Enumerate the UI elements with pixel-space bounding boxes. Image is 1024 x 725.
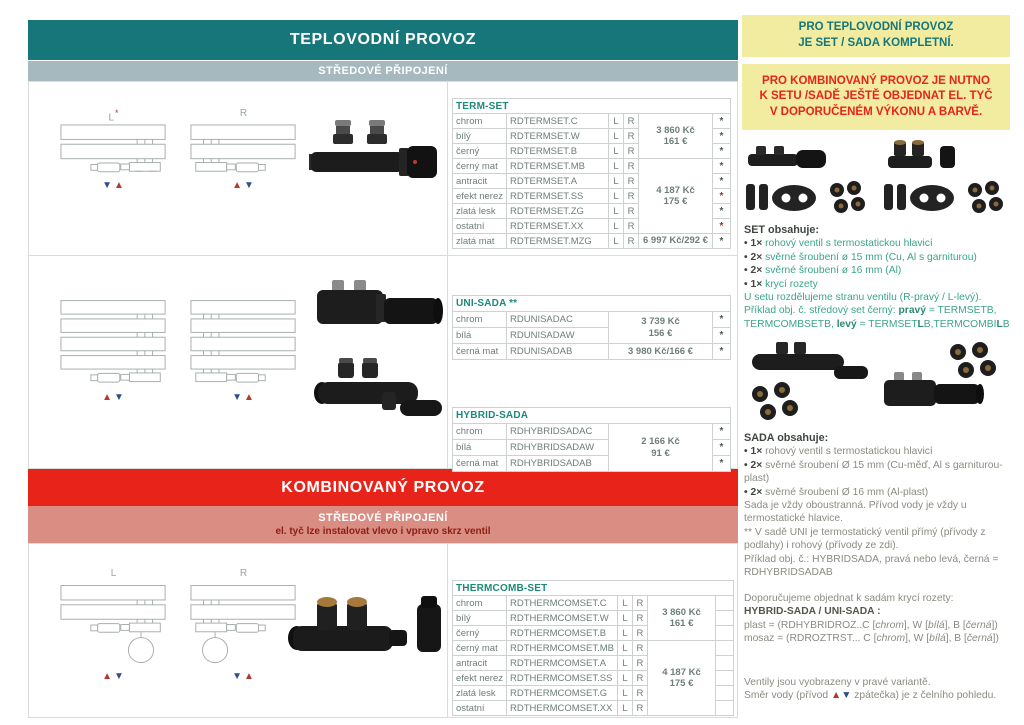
finish-cell: bílý [453,611,507,626]
code-cell: RDUNISADAC [507,312,609,328]
section-header-teplovodni [28,20,738,60]
l-cell: L [617,656,632,671]
set-example: Příklad obj. č. středový set černý: pravý = TERMSETB, TERMCOMBSETB, levý = TERMSETLB,TERMCOMBILB [744,305,1010,330]
code-cell: RDTERMSET.XX [507,219,609,234]
star-cell [713,129,731,144]
price-cell: 2 166 Kč 91 € [609,424,713,472]
finish-cell: černá mat [453,344,507,360]
return-down-icon: ▼ [232,671,244,682]
flow-direction [102,393,126,403]
note-line: K SETU /SADĚ JEŠTĚ OBJEDNAT EL. TYČ [759,90,993,103]
l-cell: L [617,641,632,656]
term-set-table [452,98,731,249]
finish-cell: zlatá lesk [453,204,507,219]
code-cell: RDTERMSET.MB [507,159,609,174]
price-cell: 3 860 Kč 161 € [639,114,713,159]
thermcomb-diagram-area [29,544,448,717]
sada-note: Sada je vždy oboustranná. Přívod vody je vždy u termostatické hlavice. [744,500,967,525]
table-title: THERMCOMB-SET [453,581,734,596]
bullet-icon: • [744,446,748,458]
finish-cell: ostatní [453,219,507,234]
finish-cell: chrom [453,424,507,440]
list-item: • 2× svěrné šroubení ø 15 mm (Cu, Al s garniturou) [744,251,977,263]
subheader-label: STŘEDOVÉ PŘIPOJENÍ [318,65,448,77]
star-cell [713,174,731,189]
flow-direction [102,181,126,191]
code-cell: RDUNISADAW [507,328,609,344]
finish-cell: černý [453,144,507,159]
code-cell: RDTERMSET.A [507,174,609,189]
radiator-lineart [60,123,168,178]
flow-up-icon: ▲ [114,180,126,191]
availability-star-icon: * [719,160,724,172]
r-cell: R [632,686,647,701]
flow-direction [232,181,256,191]
price-cell: 6 997 Kč/292 € [639,234,713,249]
note-line: PRO TEPLOVODNÍ PROVOZ [798,21,954,34]
table-row [453,596,734,611]
finish-cell: černý [453,626,507,641]
r-cell: R [624,144,639,159]
sada-contents-heading: SADA obsahuje: [744,432,829,444]
price-cell: 4 187 Kč 175 € [639,159,713,234]
list-item: • 2× svěrné šroubení Ø 15 mm (Cu-měď, Al s garniturou-plast) [744,459,1003,485]
thermcomb-table-area [448,544,737,717]
code-cell: RDTERMSET.B [507,144,609,159]
section-header-kombinovany [28,469,738,506]
r-cell: R [624,114,639,129]
table-row [453,344,731,360]
l-cell: L [609,174,624,189]
code-cell: RDTHERMCOMSET.B [507,626,618,641]
r-cell: R [632,611,647,626]
return-down-icon: ▼ [114,392,126,403]
star-cell [713,189,731,204]
table-row [453,641,734,656]
flow-up-icon: ▲ [244,671,256,682]
table-row [453,114,731,129]
finish-cell: zlatá lesk [453,686,507,701]
star-cell [713,219,731,234]
code-cell: RDTHERMCOMSET.C [507,596,618,611]
section-uni-hybrid [28,255,738,469]
code-cell: RDTHERMCOMSET.SS [507,671,618,686]
recommend-intro: Doporučujeme objednat k sadám krycí rozety: [744,593,954,604]
availability-star-icon: * [719,175,724,187]
section-title: TEPLOVODNÍ PROVOZ [289,31,477,48]
star-cell [713,234,731,249]
diagram-label-left: L [110,568,118,579]
availability-star-icon: * [719,458,724,469]
star-cell [715,656,733,671]
term-diagram-area [29,82,448,255]
thermcomb-valve-photo [281,586,447,682]
star-cell [715,641,733,656]
code-cell: RDHYBRIDSADAW [507,440,609,456]
star-cell [715,611,733,626]
finish-cell: bílá [453,440,507,456]
availability-star-icon: * [719,190,724,202]
finish-cell: černá mat [453,456,507,472]
list-item: • 2× svěrné šroubení ø 16 mm (Al) [744,265,902,277]
term-table-area [448,82,737,255]
note-teplovodni [742,15,1010,57]
availability-star-icon: * [719,220,724,232]
star-cell [715,701,733,716]
subheader-kombinovany [28,506,738,543]
finish-cell: ostatní [453,701,507,716]
l-cell: L [609,159,624,174]
diagram-label-right: R [239,568,249,579]
flow-direction [232,393,256,403]
table-title-row [453,99,731,114]
l-cell: L [617,671,632,686]
note-line: PRO KOMBINOVANÝ PROVOZ JE NUTNO [762,74,990,87]
set-contents-block [744,224,1010,331]
code-cell: RDHYBRIDSADAB [507,456,609,472]
code-cell: RDTERMSET.ZG [507,204,609,219]
availability-star-icon: * [719,314,724,325]
code-cell: RDTHERMCOMSET.A [507,656,618,671]
r-cell: R [632,656,647,671]
star-cell [713,456,731,472]
radiator-lineart [60,298,168,390]
star-cell [715,686,733,701]
code-cell: RDTHERMCOMSET.XX [507,701,618,716]
r-cell: R [632,671,647,686]
bullet-icon: • [744,459,748,471]
table-title-row [453,296,731,312]
code-cell: RDTHERMCOMSET.MB [507,641,618,656]
l-cell: L [609,144,624,159]
uni-diagram-area [29,256,448,468]
recommend-heading: HYBRID-SADA / UNI-SADA : [744,606,881,618]
finish-cell: efekt nerez [453,671,507,686]
code-cell: RDTERMSET.SS [507,189,609,204]
flow-direction [102,672,126,682]
l-cell: L [609,114,624,129]
note-kombinovany [742,64,1010,130]
diagram-label-right: R [239,108,249,119]
code-cell: RDTERMSET.MZG [507,234,609,249]
bullet-icon: • [744,251,748,263]
finish-cell: efekt nerez [453,189,507,204]
radiator-diagram-right [189,298,299,403]
subheader-label: STŘEDOVÉ PŘIPOJENÍ [318,511,448,524]
code-cell: RDUNISADAB [507,344,609,360]
radiator-lineart [60,583,168,669]
r-cell: R [624,189,639,204]
star-cell [713,312,731,328]
bullet-icon: • [744,278,748,290]
uni-table-area [448,256,737,468]
r-cell: R [624,174,639,189]
l-cell: L [617,611,632,626]
star-cell [715,596,733,611]
r-cell: R [632,641,647,656]
code-cell: RDTHERMCOMSET.W [507,611,618,626]
l-cell: L [617,701,632,716]
section-term-set [28,81,738,256]
star-cell [715,671,733,686]
star-cell [713,204,731,219]
sada-kit-photo [880,138,1010,222]
code-cell: RDTERMSET.C [507,114,609,129]
table-title: UNI-SADA ** [453,296,731,312]
set-contents-heading: SET obsahuje: [744,224,819,236]
availability-star-icon: * [719,205,724,217]
star-cell [713,114,731,129]
l-cell: L [609,129,624,144]
table-title-row [453,581,734,596]
subheader-stredove-pripojeni [28,61,738,81]
availability-star-icon: * [719,145,724,157]
hybrid-valve-photo [312,352,446,456]
uni-sada-table [452,295,731,360]
bullet-icon: • [744,265,748,277]
note-line: JE SET / SADA KOMPLETNÍ. [798,37,954,49]
return-down-icon: ▼ [244,180,256,191]
r-cell: R [624,219,639,234]
l-cell: L [617,626,632,641]
footer-line: Směr vody (přívod ▲▼ zpátečka) je z čelního pohledu. [744,690,997,702]
availability-star-icon: * [719,115,724,127]
finish-cell: černý mat [453,159,507,174]
l-cell: L [617,596,632,611]
price-cell: 3 860 Kč 161 € [647,596,715,641]
radiator-diagram-left [59,108,169,191]
recommend-mosaz: mosaz = (RDROZTRST... C [chrom], W [bílá], B [černá]) [744,633,999,645]
table-title: TERM-SET [453,99,731,114]
hybrid-sada-table [452,407,731,472]
table-row [453,234,731,249]
note-line: V DOPORUČENÉM VÝKONU A BARVĚ. [769,105,983,118]
finish-cell: černý mat [453,641,507,656]
asterisk-mark: * [115,108,120,118]
term-set-valve-photo [309,104,441,232]
radiator-diagram-left [59,568,169,682]
star-cell [713,440,731,456]
r-cell: R [632,701,647,716]
r-cell: R [632,596,647,611]
finish-cell: antracit [453,656,507,671]
code-cell: RDTHERMCOMSET.G [507,686,618,701]
list-item: • 1× krycí rozety [744,278,818,290]
star-cell [713,328,731,344]
l-cell: L [609,204,624,219]
l-cell: L [609,189,624,204]
l-cell: L [609,219,624,234]
return-down-icon: ▼ [841,690,852,702]
finish-cell: chrom [453,596,507,611]
thermcomb-set-table [452,580,734,716]
l-cell: L [617,686,632,701]
r-cell: R [624,204,639,219]
code-cell: RDTERMSET.W [507,129,609,144]
code-cell: RDHYBRIDSADAC [507,424,609,440]
r-cell: R [624,159,639,174]
sada-note: Příklad obj. č.: HYBRIDSADA, pravá nebo levá, černá = RDHYBRIDSADAB [744,553,999,579]
flow-up-icon: ▲ [102,392,114,403]
list-item: • 1× rohový ventil s termostatickou hlavicí [744,446,933,458]
list-item: • 2× svěrné šroubení Ø 16 mm (Al-plast) [744,486,929,498]
star-cell [713,424,731,440]
recommend-plast: plast = (RDHYBRIDROZ..C [chrom], W [bílá], B [černá]) [744,619,998,631]
bullet-icon: • [744,238,748,250]
r-cell: R [632,626,647,641]
finish-cell: zlatá mat [453,234,507,249]
radiator-lineart [190,298,298,390]
set-kit-photo [742,138,872,222]
availability-star-icon: * [719,426,724,437]
section-thermcomb [28,543,738,718]
table-title: HYBRID-SADA [453,408,731,424]
left-block [28,20,738,718]
uni-valve-photo [312,268,446,348]
star-cell [713,159,731,174]
footer-note [744,676,1010,703]
table-row [453,312,731,328]
price-cell: 3 980 Kč/166 € [609,344,713,360]
hybrid-sada-photo [742,338,874,430]
right-panel [742,0,1012,725]
flow-up-icon: ▲ [244,392,256,403]
flow-up-icon: ▲ [232,180,244,191]
star-cell [713,144,731,159]
table-row [453,159,731,174]
table-row [453,424,731,440]
set-note: U setu rozdělujeme stranu ventilu (R-pravý / L-levý). [744,292,982,304]
recommend-block [744,592,1010,646]
availability-star-icon: * [719,330,724,341]
set-photos-row [742,138,1010,222]
footer-line: Ventily jsou vyobrazeny v pravé variantě. [744,677,931,688]
uni-sada-photo [878,338,1010,430]
availability-star-icon: * [719,235,724,247]
availability-star-icon: * [719,130,724,142]
finish-cell: chrom [453,312,507,328]
price-cell: 4 187 Kč 175 € [647,641,715,716]
subheader-note: el. tyč lze instalovat vlevo i vpravo skrz ventil [275,526,491,538]
radiator-diagram-left [59,298,169,403]
flow-direction [232,672,256,682]
finish-cell: antracit [453,174,507,189]
flow-up-icon: ▲ [102,671,114,682]
r-cell: R [624,129,639,144]
diagram-label-left: L* [108,108,120,124]
section-title: KOMBINOVANÝ PROVOZ [281,478,485,496]
finish-cell: bílý [453,129,507,144]
return-down-icon: ▼ [114,671,126,682]
r-cell: R [624,234,639,249]
flow-up-icon: ▲ [830,690,842,702]
radiator-lineart [190,123,298,178]
finish-cell: bílá [453,328,507,344]
star-cell [715,626,733,641]
sada-note: ** V sadě UNI je termostatický ventil přímý (přívody z podlahy) i rohový (přívody ze zdi). [744,526,986,552]
finish-cell: chrom [453,114,507,129]
availability-star-icon: * [719,442,724,453]
return-down-icon: ▼ [232,392,244,403]
bullet-icon: • [744,486,748,498]
l-cell: L [609,234,624,249]
sada-photos-row [742,338,1010,430]
table-title-row [453,408,731,424]
sada-contents-block [744,432,1010,579]
radiator-diagram-right [189,108,299,191]
star-cell [713,344,731,360]
availability-star-icon: * [719,346,724,357]
price-cell: 3 739 Kč 156 € [609,312,713,344]
list-item: • 1× rohový ventil s termostatickou hlavicí [744,238,933,250]
return-down-icon: ▼ [102,180,114,191]
